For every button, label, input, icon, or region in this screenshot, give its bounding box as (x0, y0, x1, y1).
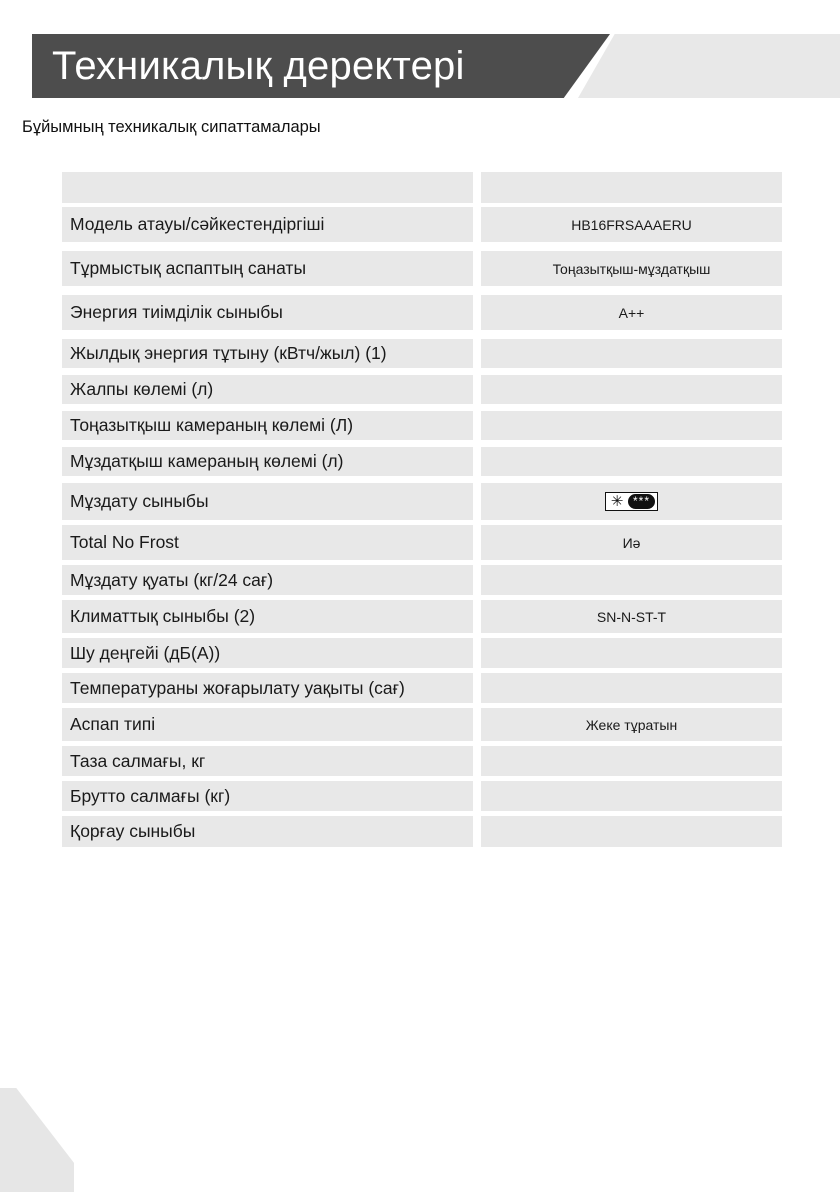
title-tab-decoration (578, 34, 840, 98)
table-row (62, 375, 782, 404)
spec-label: Жылдық энергия тұтыну (кВтч/жыл) (1) (62, 339, 473, 368)
table-row (62, 708, 782, 741)
spec-value: Жеке тұратын (481, 708, 782, 741)
snowflake-icon: ✳ (610, 493, 624, 510)
spec-label: Температураны жоғарылату уақыты (сағ) (62, 673, 473, 703)
table-row (62, 339, 782, 368)
table-row (62, 638, 782, 668)
table-row (62, 411, 782, 440)
spec-value (481, 673, 782, 703)
header-value-cell (481, 172, 782, 203)
table-row (62, 207, 782, 242)
spec-label: Таза салмағы, кг (62, 746, 473, 776)
spec-value (481, 483, 782, 520)
spec-label: Жалпы көлемі (л) (62, 375, 473, 404)
star-rating-icon: *** (628, 494, 655, 509)
spec-label: Брутто салмағы (кг) (62, 781, 473, 811)
spec-label: Шу деңгейі (дБ(А)) (62, 638, 473, 668)
spec-value (481, 746, 782, 776)
table-row (62, 483, 782, 520)
spec-label: Total No Frost (62, 525, 473, 560)
spec-value (481, 447, 782, 476)
spec-label: Климаттық сыныбы (2) (62, 600, 473, 633)
table-row (62, 525, 782, 560)
spec-label: Аспап типі (62, 708, 473, 741)
table-row (62, 251, 782, 286)
spec-value (481, 339, 782, 368)
table-header-row (62, 172, 782, 203)
spec-label: Энергия тиімділік сыныбы (62, 295, 473, 330)
table-row (62, 781, 782, 811)
spec-value: HB16FRSAAAERU (481, 207, 782, 242)
spec-label: Тоңазытқыш камераның көлемі (Л) (62, 411, 473, 440)
table-row (62, 816, 782, 847)
spec-label: Мұздатқыш камераның көлемі (л) (62, 447, 473, 476)
table-row (62, 565, 782, 595)
spec-value (481, 375, 782, 404)
spec-value (481, 816, 782, 847)
spec-value: A++ (481, 295, 782, 330)
spec-value: SN-N-ST-T (481, 600, 782, 633)
freezer-star-rating-badge (605, 492, 658, 511)
spec-value: Тоңазытқыш-мұздатқыш (481, 251, 782, 286)
spec-value: Иә (481, 525, 782, 560)
table-row (62, 673, 782, 703)
page-subtitle: Бұйымның техникалық сипаттамалары (22, 118, 321, 136)
table-row (62, 600, 782, 633)
table-row (62, 295, 782, 330)
table-row (62, 447, 782, 476)
spec-value (481, 565, 782, 595)
spec-table (62, 172, 782, 847)
header-label-cell (62, 172, 473, 203)
spec-value (481, 638, 782, 668)
spec-label: Модель атауы/сәйкестендіргіші (62, 207, 473, 242)
spec-label: Қорғау сыныбы (62, 816, 473, 847)
spec-label: Мұздату қуаты (кг/24 сағ) (62, 565, 473, 595)
spec-value (481, 781, 782, 811)
spec-value (481, 411, 782, 440)
table-row (62, 746, 782, 776)
corner-tab-decoration (0, 1088, 74, 1192)
spec-label: Тұрмыстық аспаптың санаты (62, 251, 473, 286)
spec-label: Мұздату сыныбы (62, 483, 473, 520)
page-title: Техникалық деректері (52, 44, 465, 88)
